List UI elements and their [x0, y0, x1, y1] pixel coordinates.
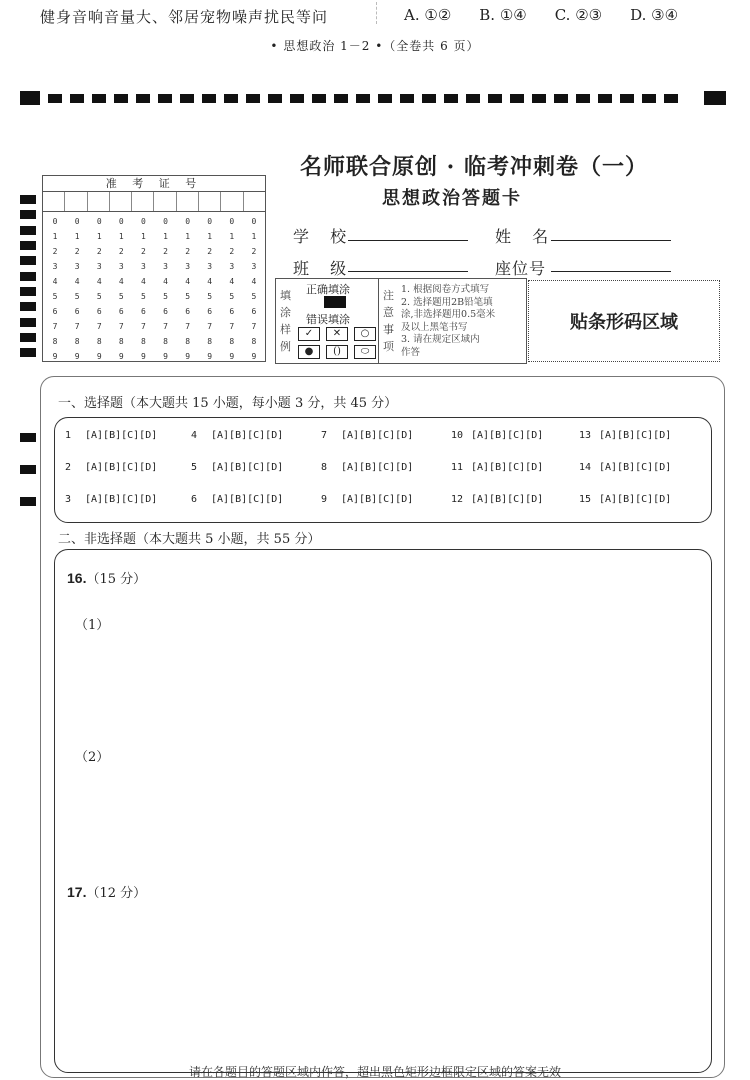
exam-id-bubble[interactable]: 6: [74, 307, 80, 316]
exam-id-bubble[interactable]: 9: [185, 352, 191, 361]
mc-question-number: 2: [65, 462, 72, 473]
exam-id-bubble[interactable]: 5: [141, 292, 146, 301]
mc-row: [55, 462, 711, 484]
timing-dash: [70, 94, 84, 103]
timing-dash: [576, 94, 590, 103]
exam-id-bubble[interactable]: 8: [74, 337, 80, 346]
fill-example-side-label: 填 涂 样 例: [280, 289, 291, 353]
school-input[interactable]: [348, 240, 468, 241]
question-16-score: （15 分）: [86, 572, 147, 587]
mc-question-item[interactable]: [451, 462, 543, 473]
mc-choice-bubbles[interactable]: [A][B][C][D]: [85, 494, 158, 505]
exam-id-bubble[interactable]: 8: [229, 337, 235, 346]
exam-id-bubble[interactable]: 3: [163, 262, 168, 271]
mc-choice-bubbles[interactable]: [A][B][C][D]: [599, 462, 672, 473]
exam-id-bubble[interactable]: 9: [251, 352, 257, 361]
timing-marks: [48, 94, 678, 103]
exam-id-bubble[interactable]: 1: [141, 232, 146, 241]
exam-id-bubble[interactable]: 1: [207, 232, 213, 241]
exam-id-bubble[interactable]: 1: [229, 232, 235, 241]
mc-question-item[interactable]: [191, 462, 283, 473]
column-divider: [376, 2, 377, 24]
question-17-score: （12 分）: [86, 886, 147, 901]
partial-fill-icon: (): [326, 345, 348, 359]
timing-dash: [268, 94, 282, 103]
exam-id-bubble[interactable]: 1: [185, 232, 191, 241]
exam-id-bubble[interactable]: 8: [96, 337, 102, 346]
class-input[interactable]: [348, 271, 468, 272]
exam-id-timing-mark: [20, 287, 36, 296]
mc-choice-bubbles[interactable]: [A][B][C][D]: [599, 430, 672, 441]
exam-id-column: [177, 212, 199, 364]
exam-id-column: [66, 212, 88, 364]
timing-dash: [312, 94, 326, 103]
mc-timing-mark: [20, 497, 36, 506]
oval-mark-icon: ⬭: [354, 345, 376, 359]
correct-fill-label: 正确填涂: [306, 283, 350, 296]
mc-choice-bubbles[interactable]: [A][B][C][D]: [211, 494, 284, 505]
exam-id-bubble[interactable]: 5: [52, 292, 58, 301]
exam-id-bubble[interactable]: 8: [163, 337, 168, 346]
exam-id-bubble[interactable]: 2: [141, 247, 146, 256]
question-16-part-1: （1）: [75, 618, 110, 633]
exam-id-bubble[interactable]: 0: [96, 217, 102, 226]
question-17-number: 17.: [67, 884, 87, 900]
exam-id-bubble[interactable]: 7: [207, 322, 213, 331]
timing-dash: [224, 94, 238, 103]
exam-id-bubble[interactable]: 3: [207, 262, 213, 271]
section1-title: 一、选择题（本大题共 15 小题，每小题 3 分，共 45 分）: [58, 396, 398, 411]
exam-id-bubble[interactable]: 1: [52, 232, 58, 241]
exam-id-bubble[interactable]: 2: [52, 247, 58, 256]
exam-id-bubble[interactable]: 3: [229, 262, 235, 271]
exam-id-bubble[interactable]: 6: [251, 307, 257, 316]
exam-id-bubble[interactable]: 9: [229, 352, 235, 361]
timing-dash: [158, 94, 172, 103]
timing-dash: [356, 94, 370, 103]
exam-id-bubble[interactable]: 2: [229, 247, 235, 256]
previous-question-text: 健身音响音量大、邻居宠物噪声扰民等问: [40, 8, 329, 26]
exam-id-bubble[interactable]: 2: [118, 247, 124, 256]
exam-id-bubble[interactable]: 4: [141, 277, 146, 286]
exam-id-bubble[interactable]: 4: [118, 277, 124, 286]
exam-id-timing-mark: [20, 348, 36, 357]
check-mark-icon: ✓: [298, 327, 320, 341]
exam-id-bubble[interactable]: 8: [251, 337, 257, 346]
notice-box: [378, 278, 527, 364]
exam-id-bubble[interactable]: 3: [52, 262, 58, 271]
exam-id-bubble[interactable]: 5: [74, 292, 80, 301]
fill-example-box: [275, 278, 379, 364]
exam-id-column: [154, 212, 176, 364]
timing-dash: [290, 94, 304, 103]
timing-mark-end: [704, 91, 726, 105]
timing-dash: [334, 94, 348, 103]
exam-id-bubble[interactable]: 4: [185, 277, 191, 286]
mc-question-item[interactable]: [579, 462, 671, 473]
exam-id-bubble[interactable]: 9: [52, 352, 58, 361]
exam-id-bubble[interactable]: 6: [207, 307, 213, 316]
mc-question-item[interactable]: [65, 494, 157, 505]
mc-question-number: 7: [321, 430, 328, 441]
mc-choice-bubbles[interactable]: [A][B][C][D]: [85, 462, 158, 473]
question-16-number: 16.: [67, 570, 87, 586]
exam-id-bubble[interactable]: 8: [185, 337, 191, 346]
exam-id-bubble[interactable]: 4: [74, 277, 80, 286]
exam-id-bubble[interactable]: 3: [185, 262, 191, 271]
mc-timing-mark: [20, 433, 36, 442]
exam-id-timing-mark: [20, 195, 36, 204]
timing-dash: [620, 94, 634, 103]
exam-id-column: [221, 212, 243, 364]
exam-id-bubble[interactable]: 7: [229, 322, 235, 331]
mc-choice-bubbles[interactable]: [A][B][C][D]: [341, 462, 414, 473]
exam-id-bubble[interactable]: 6: [96, 307, 102, 316]
mc-choice-bubbles[interactable]: [A][B][C][D]: [471, 430, 544, 441]
seat-label: 座位号: [495, 259, 547, 278]
card-subtitle: 思想政治答题卡: [382, 188, 522, 209]
exam-id-bubble[interactable]: 7: [52, 322, 58, 331]
exam-id-bubble[interactable]: 1: [96, 232, 102, 241]
exam-id-bubble[interactable]: 7: [185, 322, 191, 331]
timing-dash: [246, 94, 260, 103]
question-16-header: [67, 568, 146, 587]
mc-question-number: 12: [451, 494, 464, 505]
timing-dash: [400, 94, 414, 103]
exam-id-bubble[interactable]: 4: [251, 277, 257, 286]
exam-id-bubble[interactable]: 1: [118, 232, 124, 241]
exam-id-bubble[interactable]: 0: [185, 217, 191, 226]
mc-question-item[interactable]: [65, 430, 157, 441]
footer-note: 请在各题目的答题区域内作答，超出黑色矩形边框限定区域的答案无效: [188, 1065, 561, 1079]
seat-input[interactable]: [551, 271, 671, 272]
mc-timing-mark: [20, 465, 36, 474]
exam-id-bubble[interactable]: 2: [96, 247, 102, 256]
exam-id-bubble[interactable]: 3: [141, 262, 146, 271]
mc-question-item[interactable]: [191, 494, 283, 505]
exam-id-timing-mark: [20, 256, 36, 265]
mc-question-number: 10: [451, 430, 464, 441]
mc-question-item[interactable]: [191, 430, 283, 441]
exam-id-bubble[interactable]: 4: [229, 277, 235, 286]
mc-row: [55, 430, 711, 452]
timing-dash: [466, 94, 480, 103]
cross-mark-icon: ✕: [326, 327, 348, 341]
timing-dash: [598, 94, 612, 103]
timing-dash: [48, 94, 62, 103]
option-c: C. ②③: [554, 6, 603, 24]
class-label: 班 级: [293, 259, 355, 278]
exam-id-bubble[interactable]: 8: [118, 337, 124, 346]
exam-id-bubble[interactable]: 0: [74, 217, 80, 226]
exam-id-bubble[interactable]: 2: [251, 247, 257, 256]
exam-id-bubble[interactable]: 8: [52, 337, 58, 346]
timing-dash: [180, 94, 194, 103]
option-a: A. ①②: [404, 6, 452, 24]
exam-id-column: [110, 212, 132, 364]
exam-id-bubble[interactable]: 7: [96, 322, 102, 331]
exam-id-bubble[interactable]: 5: [207, 292, 213, 301]
exam-id-bubbles[interactable]: [43, 212, 265, 364]
mc-question-number: 1: [65, 430, 72, 441]
exam-id-write-row[interactable]: [43, 192, 265, 212]
exam-id-bubble[interactable]: 5: [118, 292, 124, 301]
exam-id-timing-mark: [20, 302, 36, 311]
exam-id-bubble[interactable]: 5: [251, 292, 257, 301]
exam-id-bubble[interactable]: 9: [207, 352, 213, 361]
mc-question-number: 15: [579, 494, 592, 505]
mc-choice-bubbles[interactable]: [A][B][C][D]: [599, 494, 672, 505]
exam-id-bubble[interactable]: 9: [96, 352, 102, 361]
exam-id-bubble[interactable]: 3: [74, 262, 80, 271]
mc-row: [55, 494, 711, 516]
dot-mark-icon: ●: [298, 345, 320, 359]
timing-dash: [554, 94, 568, 103]
mc-question-item[interactable]: [579, 430, 671, 441]
exam-id-bubble[interactable]: 6: [118, 307, 124, 316]
mc-question-item[interactable]: [579, 494, 671, 505]
exam-id-bubble[interactable]: 7: [251, 322, 257, 331]
mc-question-item[interactable]: [321, 494, 413, 505]
mc-question-number: 3: [65, 494, 72, 505]
name-label: 姓 名: [495, 227, 557, 246]
timing-dash: [136, 94, 150, 103]
exam-id-column: [199, 212, 221, 364]
wrong-fill-row-1: [298, 327, 376, 341]
barcode-area[interactable]: 贴条形码区域: [528, 280, 720, 362]
exam-id-bubble[interactable]: 3: [96, 262, 102, 271]
exam-id-bubble[interactable]: 1: [74, 232, 80, 241]
exam-id-bubble[interactable]: 4: [52, 277, 58, 286]
exam-id-bubble[interactable]: 9: [141, 352, 146, 361]
exam-id-timing-mark: [20, 318, 36, 327]
mc-question-item[interactable]: [321, 430, 413, 441]
exam-id-bubble[interactable]: 5: [96, 292, 102, 301]
school-label: 学 校: [293, 227, 355, 246]
timing-dash: [444, 94, 458, 103]
question-16-part-2: （2）: [75, 750, 110, 765]
exam-id-bubble[interactable]: 2: [163, 247, 168, 256]
exam-id-bubble[interactable]: 7: [118, 322, 124, 331]
exam-id-bubble[interactable]: 3: [118, 262, 124, 271]
option-b: B. ①④: [479, 6, 527, 24]
mc-choice-bubbles[interactable]: [A][B][C][D]: [85, 430, 158, 441]
timing-dash: [664, 94, 678, 103]
mc-question-item[interactable]: [451, 494, 543, 505]
exam-id-timing-mark: [20, 272, 36, 281]
correct-fill-sample: [324, 296, 346, 308]
exam-id-bubble[interactable]: 4: [163, 277, 168, 286]
exam-id-bubble[interactable]: 6: [229, 307, 235, 316]
exam-id-bubble[interactable]: 0: [207, 217, 213, 226]
exam-id-bubble[interactable]: 7: [141, 322, 146, 331]
exam-id-bubble[interactable]: 9: [74, 352, 80, 361]
timing-mark-start: [20, 91, 40, 105]
timing-dash: [642, 94, 656, 103]
exam-id-bubble[interactable]: 2: [207, 247, 213, 256]
exam-id-bubble[interactable]: 7: [74, 322, 80, 331]
mc-question-number: 5: [191, 462, 198, 473]
exam-id-bubble[interactable]: 6: [185, 307, 191, 316]
exam-id-column: [88, 212, 110, 364]
timing-dash: [488, 94, 502, 103]
exam-id-bubble[interactable]: 7: [163, 322, 168, 331]
exam-id-bubble[interactable]: 6: [163, 307, 168, 316]
mc-question-item[interactable]: [65, 462, 157, 473]
exam-id-timing-mark: [20, 241, 36, 250]
exam-id-bubble[interactable]: 2: [185, 247, 191, 256]
exam-id-timing-mark: [20, 226, 36, 235]
card-title: 名师联合原创 · 临考冲刺卷（一）: [300, 154, 648, 180]
timing-dash: [532, 94, 546, 103]
exam-id-bubble[interactable]: 8: [207, 337, 213, 346]
timing-dash: [510, 94, 524, 103]
multiple-choice-box: [54, 417, 712, 523]
exam-id-bubble[interactable]: 6: [52, 307, 58, 316]
mc-question-number: 4: [191, 430, 198, 441]
exam-id-bubble[interactable]: 2: [74, 247, 80, 256]
wrong-fill-row-2: [298, 345, 376, 359]
exam-id-bubble[interactable]: 9: [163, 352, 168, 361]
notice-side-label: 注 意 事 项: [383, 289, 394, 353]
mc-question-number: 6: [191, 494, 198, 505]
exam-id-bubble[interactable]: 3: [251, 262, 257, 271]
timing-dash: [378, 94, 392, 103]
notice-text: 1. 根据阅卷方式填写 2. 选择题用2B铅笔填 涂,非选择题用0.5毫米 及以上黑笔书写 3. 请在规定区域内 作答: [401, 284, 496, 358]
exam-id-column: [243, 212, 265, 364]
exam-id-bubble[interactable]: 9: [118, 352, 124, 361]
mc-choice-bubbles[interactable]: [A][B][C][D]: [471, 494, 544, 505]
mc-choice-bubbles[interactable]: [A][B][C][D]: [211, 462, 284, 473]
mc-question-number: 9: [321, 494, 328, 505]
mc-question-number: 14: [579, 462, 592, 473]
exam-id-bubble[interactable]: 5: [229, 292, 235, 301]
exam-id-bubble[interactable]: 4: [207, 277, 213, 286]
mc-question-number: 13: [579, 430, 592, 441]
mc-choice-bubbles[interactable]: [A][B][C][D]: [211, 430, 284, 441]
mc-choice-bubbles[interactable]: [A][B][C][D]: [471, 462, 544, 473]
timing-dash: [422, 94, 436, 103]
circle-mark-icon: ○: [354, 327, 376, 341]
previous-question-options: [404, 6, 678, 24]
exam-id-bubble[interactable]: 0: [141, 217, 146, 226]
mc-question-number: 8: [321, 462, 328, 473]
exam-id-bubble[interactable]: 4: [96, 277, 102, 286]
option-d: D. ③④: [630, 6, 679, 24]
mc-question-item[interactable]: [321, 462, 413, 473]
exam-id-column: [132, 212, 154, 364]
page-info: • 思想政治 1－2 •（全卷共 6 页）: [270, 39, 480, 53]
exam-id-bubble[interactable]: 1: [251, 232, 257, 241]
mc-choice-bubbles[interactable]: [A][B][C][D]: [341, 430, 414, 441]
exam-id-bubble[interactable]: 6: [141, 307, 146, 316]
open-question-box[interactable]: [54, 549, 712, 1073]
mc-choice-bubbles[interactable]: [A][B][C][D]: [341, 494, 414, 505]
exam-id-bubble[interactable]: 0: [229, 217, 235, 226]
exam-id-bubble[interactable]: 0: [52, 217, 58, 226]
exam-id-bubble[interactable]: 1: [163, 232, 168, 241]
timing-dash: [202, 94, 216, 103]
timing-mark-bar: [20, 91, 726, 105]
exam-id-bubble[interactable]: 0: [163, 217, 168, 226]
exam-id-bubble[interactable]: 5: [185, 292, 191, 301]
exam-id-grid: [42, 175, 266, 362]
exam-id-timing-mark: [20, 210, 36, 219]
exam-id-title: 准 考 证 号: [43, 176, 265, 192]
exam-id-bubble[interactable]: 0: [251, 217, 257, 226]
timing-dash: [92, 94, 106, 103]
exam-id-bubble[interactable]: 5: [163, 292, 168, 301]
name-input[interactable]: [551, 240, 671, 241]
exam-id-bubble[interactable]: 0: [118, 217, 124, 226]
mc-question-number: 11: [451, 462, 464, 473]
exam-id-bubble[interactable]: 8: [141, 337, 146, 346]
exam-id-timing-mark: [20, 333, 36, 342]
timing-dash: [114, 94, 128, 103]
exam-id-column: [44, 212, 66, 364]
wrong-fill-label: 错误填涂: [306, 313, 350, 326]
mc-question-item[interactable]: [451, 430, 543, 441]
section2-title: 二、非选择题（本大题共 5 小题，共 55 分）: [58, 532, 321, 547]
question-17-header: [67, 882, 146, 901]
